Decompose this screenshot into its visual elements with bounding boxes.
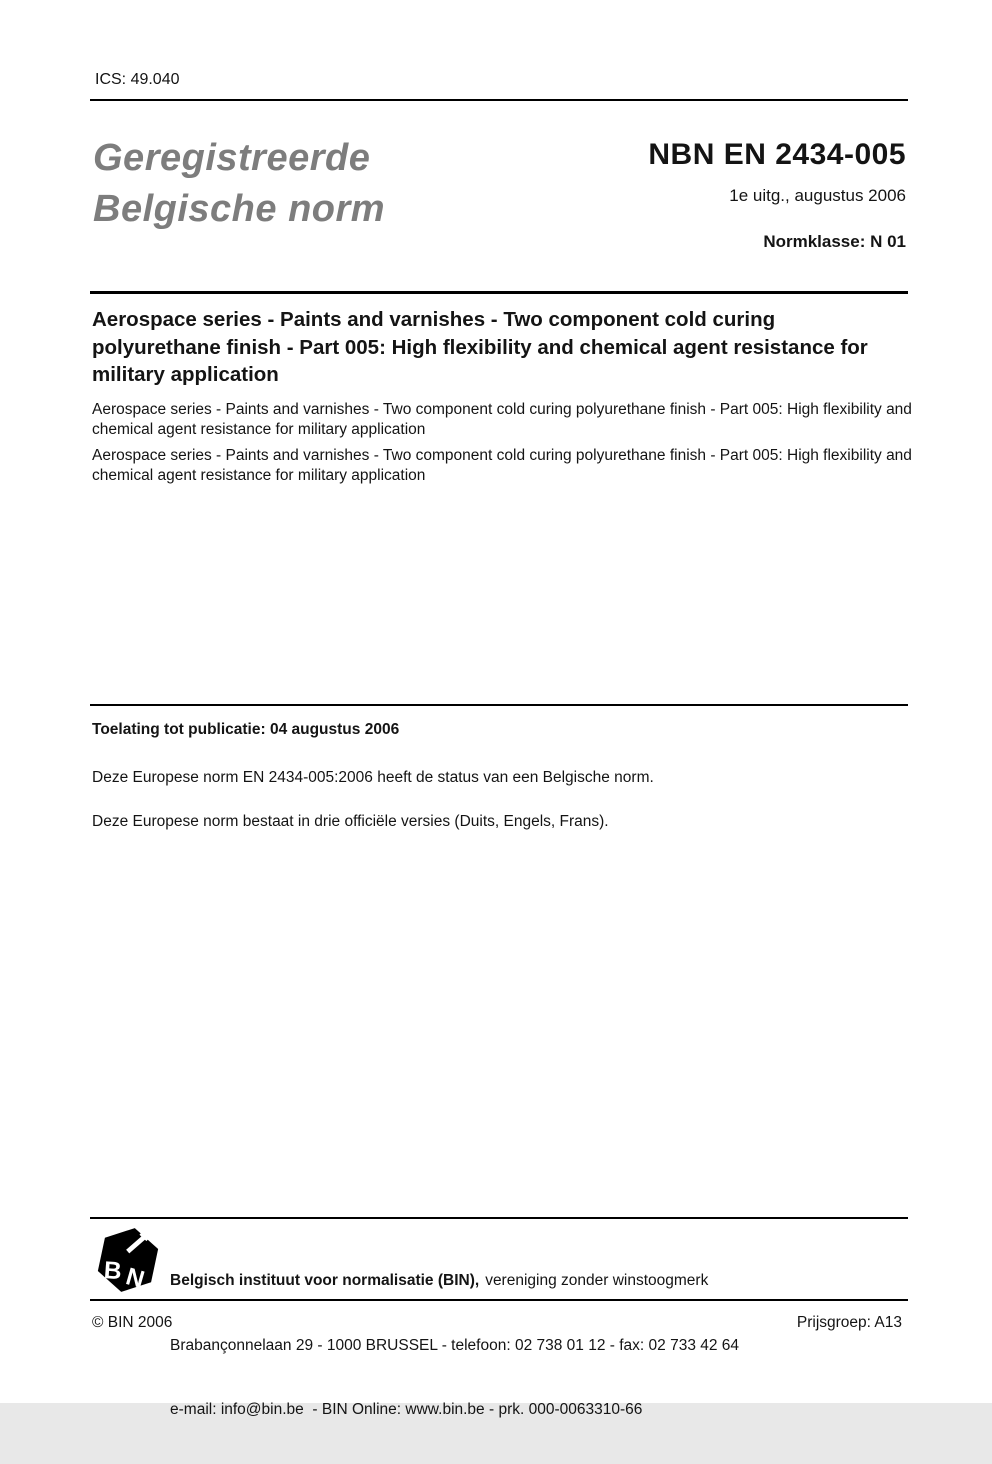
institute-box-top-divider [90,1217,908,1219]
ics-code: ICS: 49.040 [95,71,180,88]
main-title: Aerospace series - Paints and varnishes - Two component cold curing polyurethane finish - Part 005: High flexibility and chemical agent resistance for military application [92,308,868,386]
copyright-notice: © BIN 2006 [92,1314,173,1331]
publication-approval: Toelating tot publicatie: 04 augustus 2006 [92,721,400,738]
doc-type-line-2: Belgische norm [93,188,386,230]
doc-type-title [93,133,385,235]
logo-letter-b: B [102,1257,123,1286]
norm-number: NBN EN 2434-005 [648,138,906,171]
norm-identification [648,138,906,252]
logo-letter-n: N [122,1263,148,1295]
status-paragraph: Deze Europese norm EN 2434-005:2006 heeft de status van een Belgische norm. [92,769,654,786]
institute-info [170,1227,739,1464]
institute-name-line [170,1270,739,1292]
institute-address-line: Brabançonnelaan 29 - 1000 BRUSSEL - telefoon: 02 738 01 12 - fax: 02 733 42 64 [170,1336,740,1354]
subtitle-english-2: Aerospace series - Paints and varnishes - Two component cold curing polyurethane finish - Part 005: High flexibility and chemical agent resistance for military application [92,447,912,484]
price-group: Prijsgroep: A13 [796,1314,902,1331]
institute-name: Belgisch instituut voor normalisatie (BIN), [170,1272,480,1289]
bin-cube-logo-icon [94,1224,162,1296]
edition-date: 1e uitg., augustus 2006 [729,186,906,205]
header-divider [90,99,908,101]
versions-paragraph: Deze Europese norm bestaat in drie officiële versies (Duits, Engels, Frans). [92,813,609,830]
institute-name-tail: vereniging zonder winstoogmerk [485,1272,709,1289]
title-divider [90,291,908,294]
norm-class: Normklasse: N 01 [763,232,906,251]
publication-divider [90,704,908,706]
institute-box-bottom-divider [90,1299,908,1301]
institute-contact-line: e-mail: info@bin.be - BIN Online: www.bin.be - prk. 000-0063310-66 [170,1401,643,1418]
doc-type-line-1: Geregistreerde [93,137,371,179]
subtitle-english-1: Aerospace series - Paints and varnishes - Two component cold curing polyurethane finish - Part 005: High flexibility and chemical agent resistance for military application [92,401,912,438]
